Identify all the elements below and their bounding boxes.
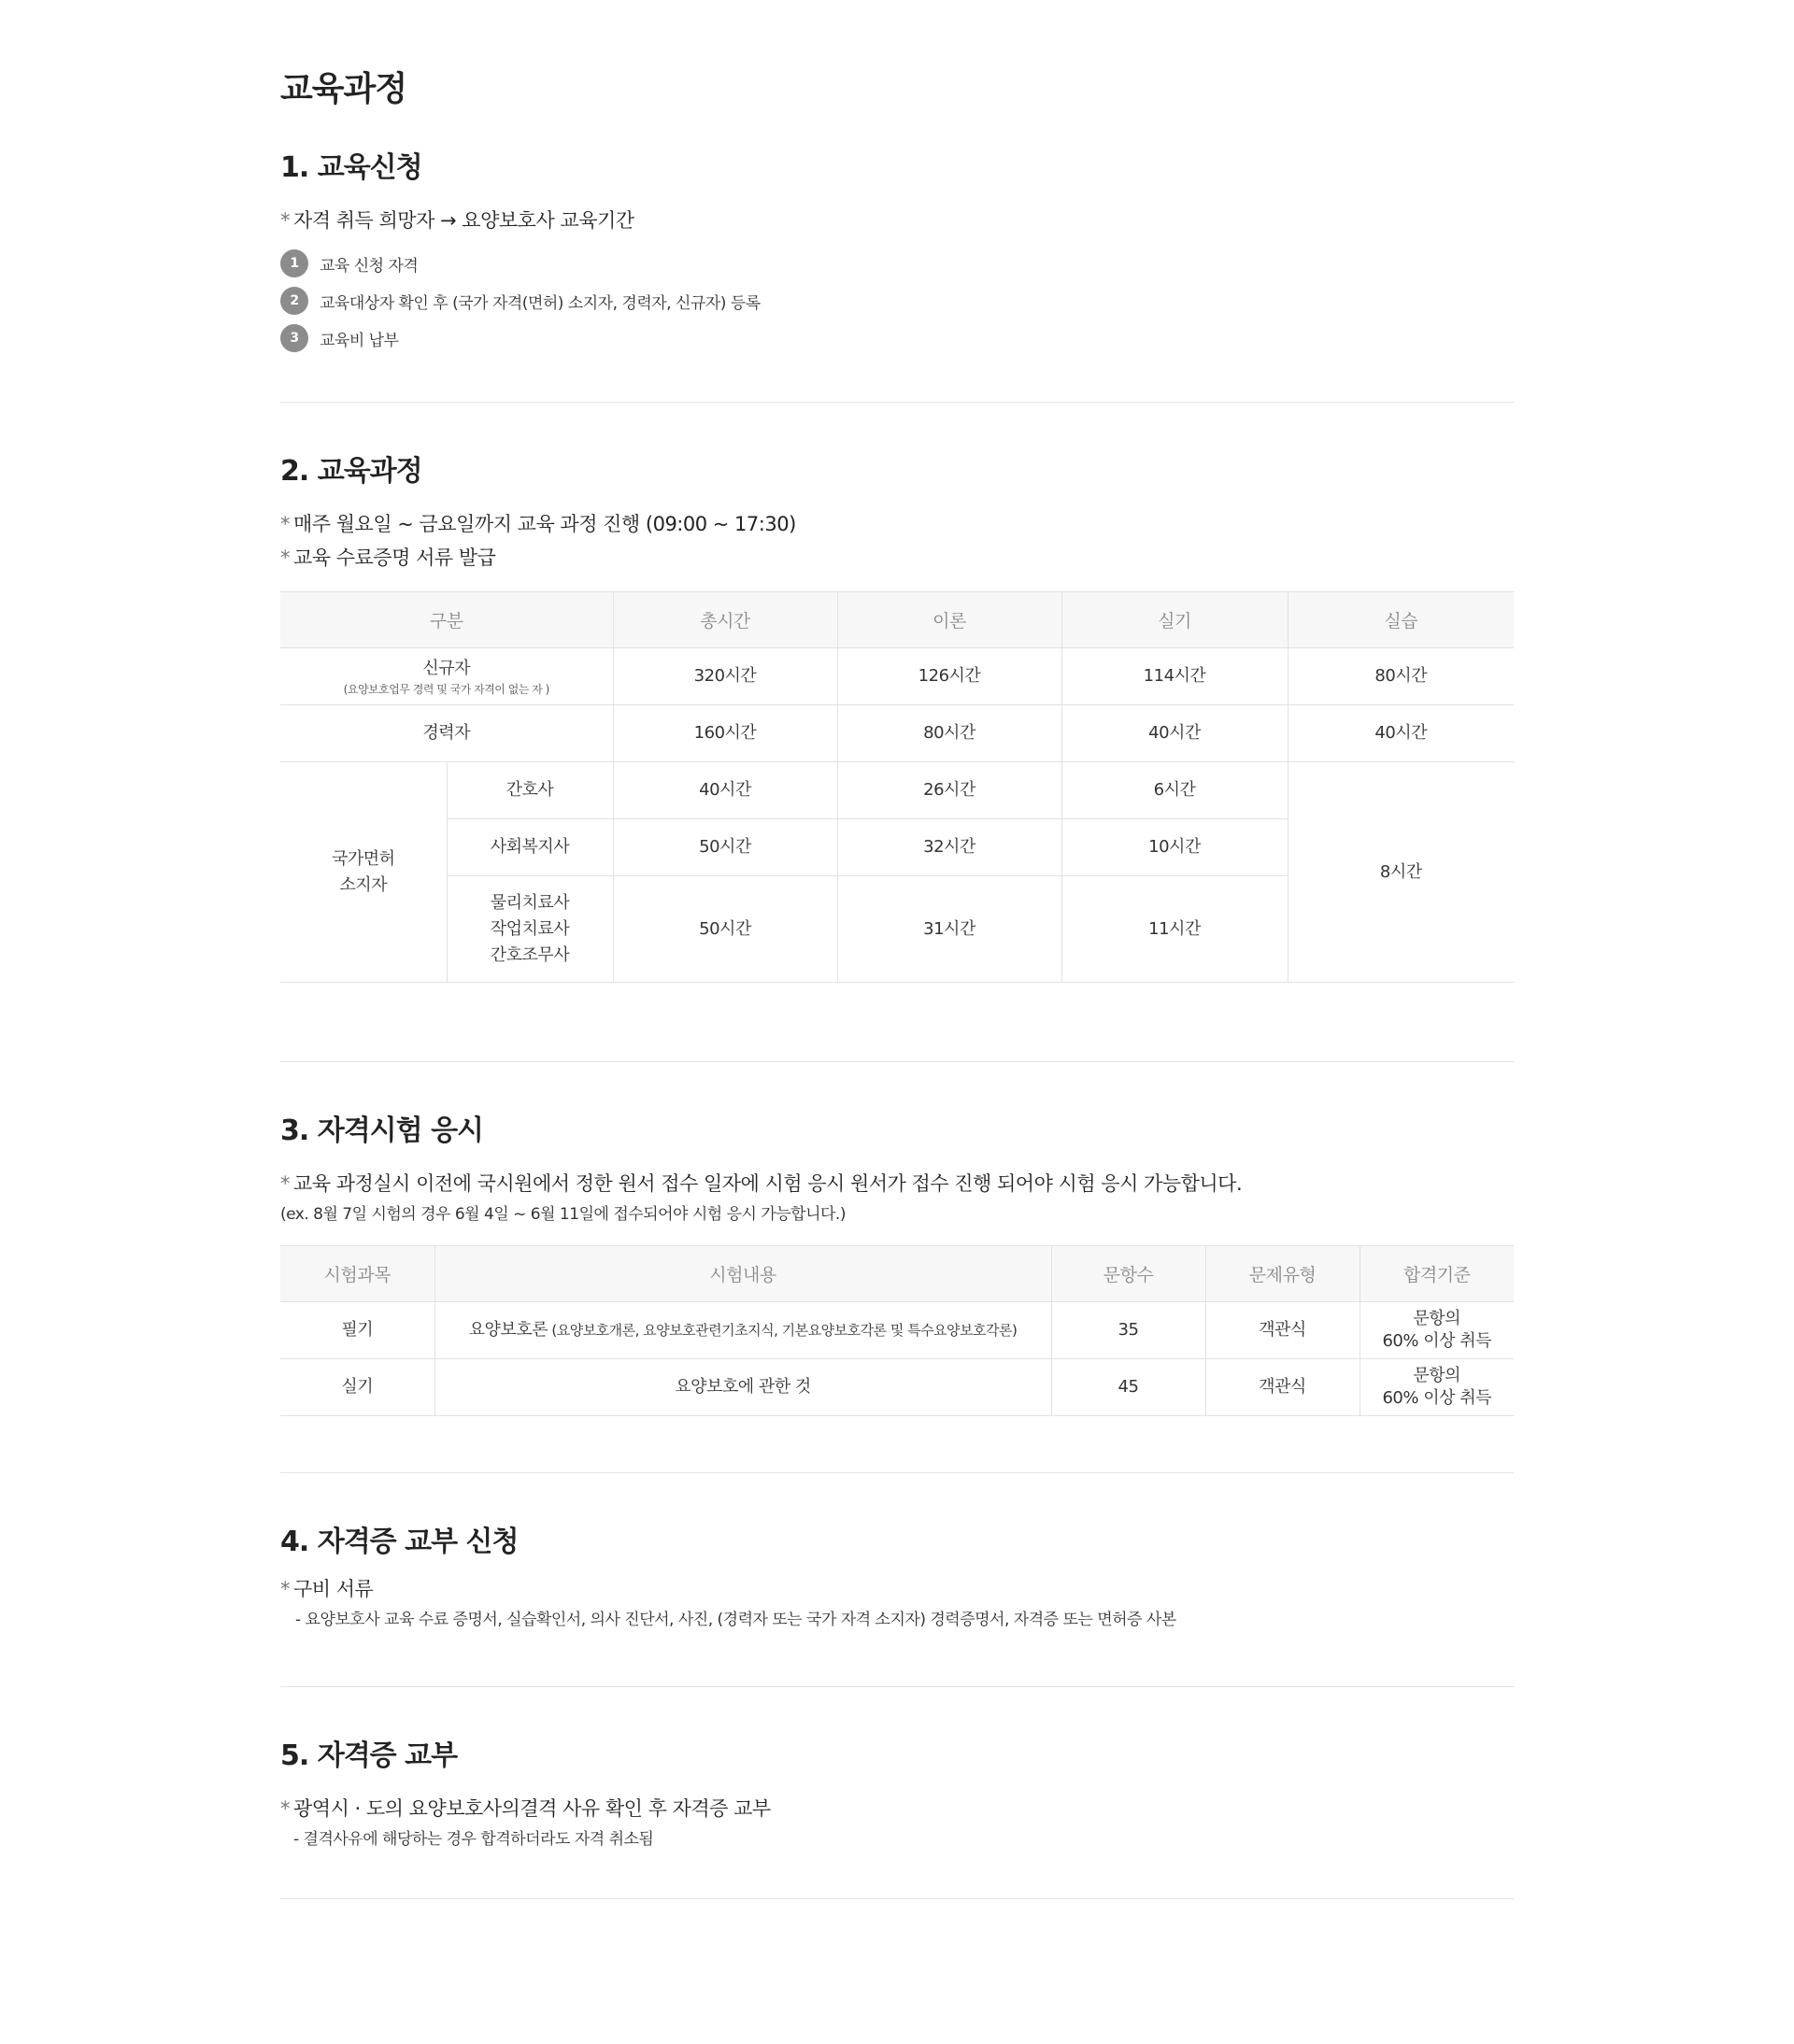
step-item xyxy=(280,282,1514,319)
asterisk-mark: * xyxy=(280,1172,290,1195)
step-number-badge: 2 xyxy=(280,287,308,315)
note-text: 매주 월요일 ~ 금요일까지 교육 과정 진행 (09:00 ~ 17:30) xyxy=(293,513,796,535)
page-content xyxy=(280,0,1514,1899)
table-cell: 40시간 xyxy=(1061,705,1288,762)
table-cell: 160시간 xyxy=(613,705,837,762)
asterisk-mark: * xyxy=(280,546,290,569)
section-divider xyxy=(280,1686,1514,1687)
table-cell: 114시간 xyxy=(1061,648,1288,705)
section-note xyxy=(280,507,1514,541)
section-title: 4. 자격증 교부 신청 xyxy=(280,1526,519,1558)
table-cell: 40시간 xyxy=(1288,705,1514,762)
row-label: 경력자 xyxy=(280,705,613,762)
step-text: 교육비 납부 xyxy=(320,331,399,350)
note-text: 교육 과정실시 이전에 국시원에서 정한 원서 접수 일자에 시험 응시 원서가 접수 진행 되어야 시험 응시 가능합니다. xyxy=(293,1172,1243,1195)
column-header: 구분 xyxy=(280,592,613,648)
note-text: 교육 수료증명 서류 발급 xyxy=(293,546,496,569)
column-header: 문항수 xyxy=(1051,1246,1205,1302)
group-label-line: 국가면허 xyxy=(331,848,395,869)
section-application xyxy=(280,148,1514,357)
row-label-text: 신규자 xyxy=(422,659,471,678)
table-cell: 10시간 xyxy=(1061,819,1288,876)
table-row xyxy=(280,1302,1514,1359)
column-header: 실기 xyxy=(1061,592,1288,648)
job-line: 물리치료사 xyxy=(490,892,570,913)
step-text: 교육 신청 자격 xyxy=(320,256,419,276)
column-header: 합격기준 xyxy=(1360,1246,1514,1302)
table-cell: 필기 xyxy=(280,1302,434,1359)
section-subnote: - 결격사유에 해당하는 경우 합격하더라도 자격 취소됨 xyxy=(293,1830,654,1849)
section-exam xyxy=(280,1111,1514,1416)
table-cell: 26시간 xyxy=(837,762,1061,819)
pass-line: 60% 이상 취득 xyxy=(1382,1388,1491,1408)
step-number-badge: 1 xyxy=(280,249,308,277)
section-divider xyxy=(280,402,1514,403)
content-detail: (요양보호개론, 요양보호관련기초지식, 기본요양보호각론 및 특수요양보호각론) xyxy=(548,1322,1018,1339)
section-note xyxy=(280,1572,1514,1606)
step-text: 교육대상자 확인 후 (국가 자격(면허) 소지자, 경력자, 신규자) 등록 xyxy=(320,293,761,313)
section-subnote: - 요양보호사 교육 수료 증명서, 실습확인서, 의사 진단서, 사진, (경력자 또는 국가 자격 소지자) 경력증명서, 자격증 또는 면허증 사본 xyxy=(295,1611,1176,1629)
table-cell: 객관식 xyxy=(1205,1302,1360,1359)
section-divider xyxy=(280,1898,1514,1899)
note-text: 광역시 · 도의 요양보호사의결격 사유 확인 후 자격증 교부 xyxy=(293,1797,771,1820)
section-note xyxy=(280,204,1514,237)
asterisk-mark: * xyxy=(280,1797,290,1820)
column-header: 총시간 xyxy=(613,592,837,648)
table-cell: 31시간 xyxy=(837,876,1061,983)
table-cell: 50시간 xyxy=(613,819,837,876)
section-curriculum xyxy=(280,451,1514,983)
pass-line: 60% 이상 취득 xyxy=(1382,1331,1491,1351)
pass-line: 문항의 xyxy=(1413,1366,1461,1385)
step-item xyxy=(280,319,1514,357)
table-cell: 실기 xyxy=(280,1359,434,1416)
row-label-note: (요양보호업무 경력 및 국가 자격이 없는 자 ) xyxy=(343,683,549,696)
table-cell: 45 xyxy=(1051,1359,1205,1416)
job-cell: 간호사 xyxy=(447,762,613,819)
section-note xyxy=(280,1167,1514,1200)
table-cell: 8시간 xyxy=(1288,762,1514,983)
column-header: 문제유형 xyxy=(1205,1246,1360,1302)
step-list xyxy=(280,245,1514,357)
content-main: 요양보호에 관한 것 xyxy=(675,1377,811,1397)
note-text: 구비 서류 xyxy=(293,1578,374,1600)
column-header: 실습 xyxy=(1288,592,1514,648)
job-cell xyxy=(447,876,613,983)
section-title: 1. 교육신청 xyxy=(280,151,422,184)
table-cell: 40시간 xyxy=(613,762,837,819)
content-cell xyxy=(434,1302,1051,1359)
table-cell: 126시간 xyxy=(837,648,1061,705)
column-header: 시험과목 xyxy=(280,1246,434,1302)
asterisk-mark: * xyxy=(280,513,290,535)
step-number-badge: 3 xyxy=(280,324,308,352)
row-label xyxy=(280,648,613,705)
table-cell: 35 xyxy=(1051,1302,1205,1359)
section-certificate-issue xyxy=(280,1736,1514,1853)
table-row xyxy=(280,762,1514,819)
group-label-line: 소지자 xyxy=(339,874,388,895)
table-cell: 32시간 xyxy=(837,819,1061,876)
pass-criteria-cell xyxy=(1360,1359,1514,1416)
content-cell xyxy=(434,1359,1051,1416)
table-row xyxy=(280,705,1514,762)
exam-table xyxy=(280,1245,1514,1416)
column-header: 시험내용 xyxy=(434,1246,1051,1302)
section-certificate-application xyxy=(280,1522,1514,1634)
section-title: 3. 자격시험 응시 xyxy=(280,1114,484,1147)
table-header-row xyxy=(280,592,1514,648)
table-cell: 11시간 xyxy=(1061,876,1288,983)
page-title: 교육과정 xyxy=(280,70,407,108)
table-cell: 6시간 xyxy=(1061,762,1288,819)
curriculum-table xyxy=(280,591,1514,983)
content-main: 요양보호론 xyxy=(468,1320,548,1340)
table-row xyxy=(280,648,1514,705)
section-title: 5. 자격증 교부 xyxy=(280,1739,458,1772)
pass-criteria-cell xyxy=(1360,1302,1514,1359)
table-cell: 80시간 xyxy=(837,705,1061,762)
table-header-row xyxy=(280,1246,1514,1302)
section-note xyxy=(280,1792,1514,1825)
job-line: 간호조무사 xyxy=(490,944,570,965)
section-divider xyxy=(280,1472,1514,1473)
asterisk-mark: * xyxy=(280,1578,290,1600)
job-line: 작업치료사 xyxy=(490,918,570,939)
section-subnote: (ex. 8월 7일 시험의 경우 6월 4일 ~ 6월 11일에 접수되어야 시험 응시 가능합니다.) xyxy=(280,1205,846,1224)
group-label xyxy=(280,762,447,983)
table-cell: 80시간 xyxy=(1288,648,1514,705)
note-text: 자격 취득 희망자 → 요양보호사 교육기간 xyxy=(293,209,634,232)
table-cell: 객관식 xyxy=(1205,1359,1360,1416)
section-title: 2. 교육과정 xyxy=(280,455,422,488)
step-item xyxy=(280,245,1514,282)
job-cell: 사회복지사 xyxy=(447,819,613,876)
column-header: 이론 xyxy=(837,592,1061,648)
table-cell: 320시간 xyxy=(613,648,837,705)
pass-line: 문항의 xyxy=(1413,1309,1461,1328)
section-note xyxy=(280,541,1514,575)
table-row xyxy=(280,1359,1514,1416)
table-cell: 50시간 xyxy=(613,876,837,983)
section-divider xyxy=(280,1061,1514,1062)
asterisk-mark: * xyxy=(280,209,290,232)
